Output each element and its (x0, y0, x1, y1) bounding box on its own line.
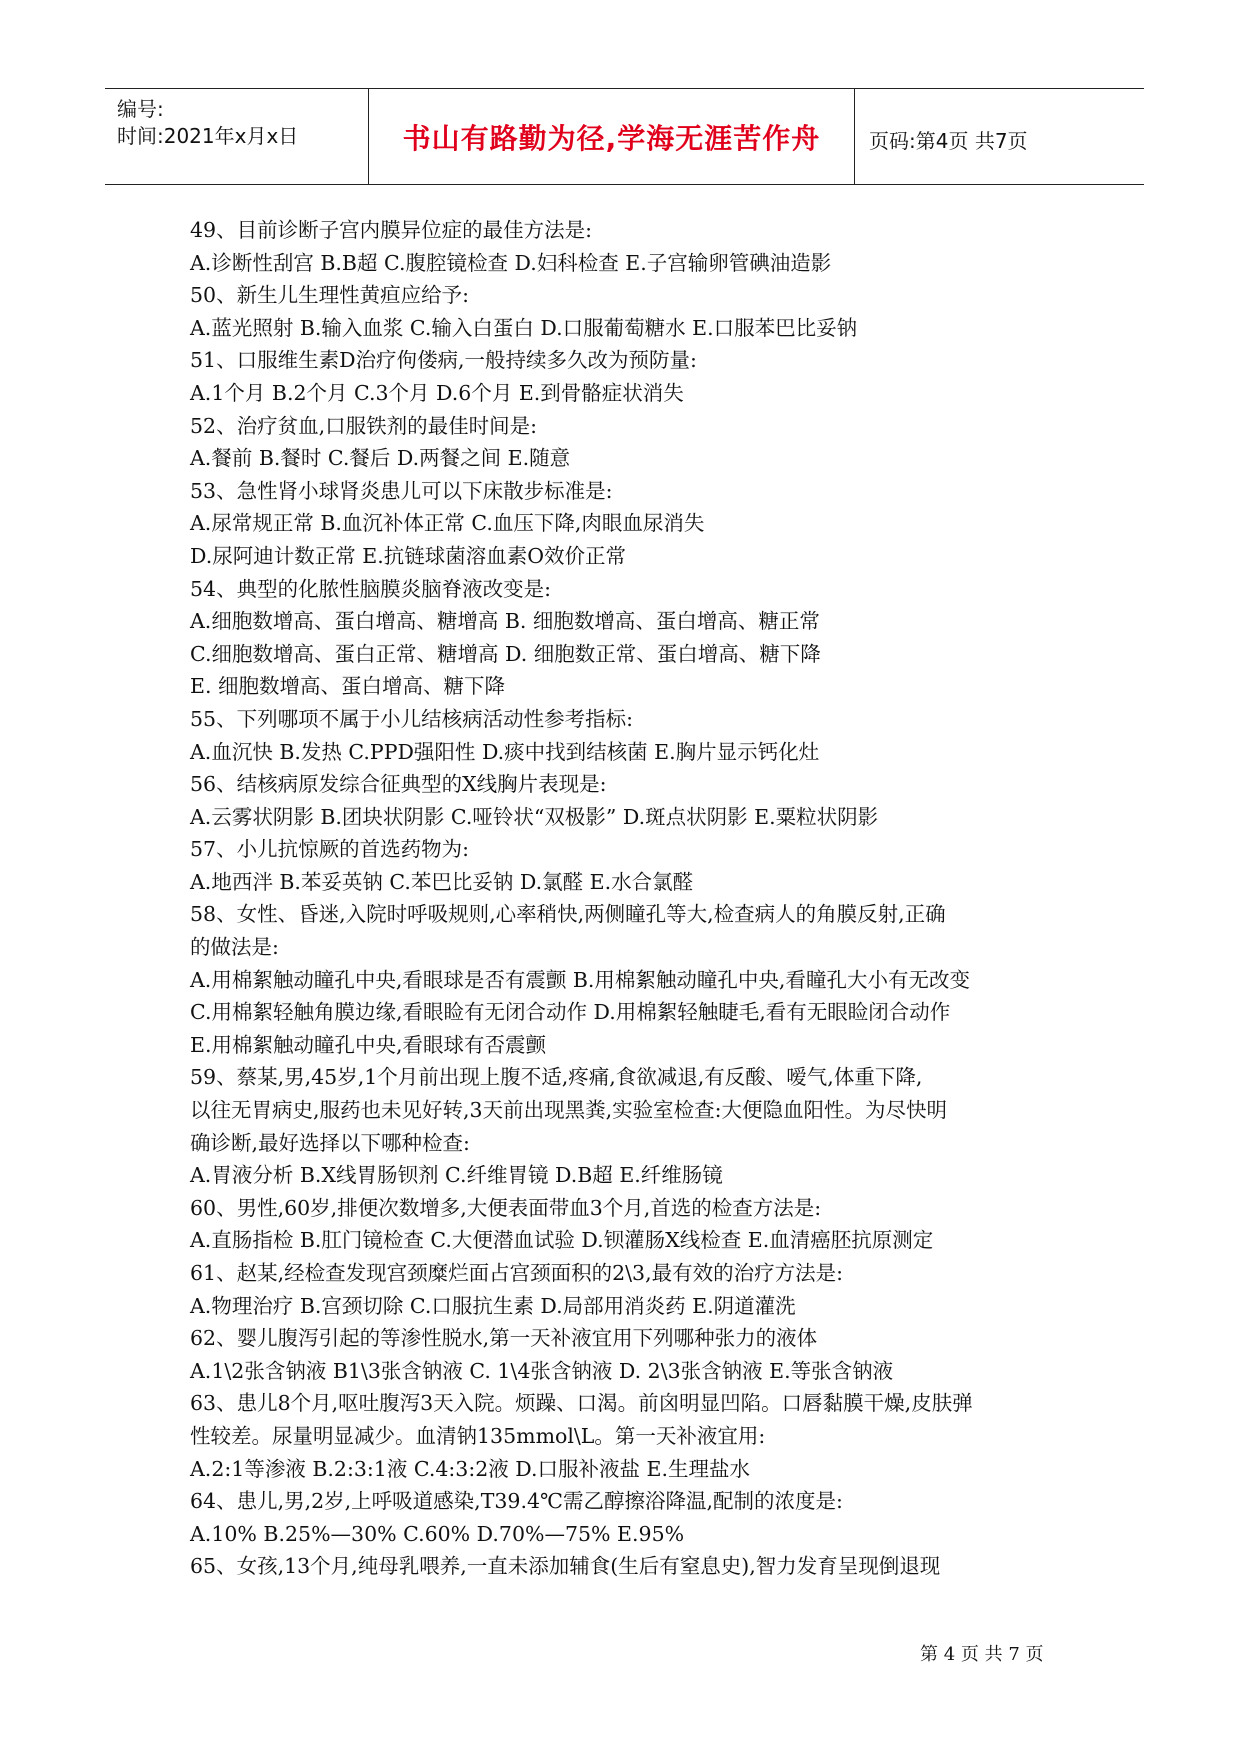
text-line: A.诊断性刮宫 B.B超 C.腹腔镜检查 D.妇科检查 E.子宫输卵管碘油造影 (190, 250, 832, 275)
text-line: 49、目前诊断子宫内膜异位症的最佳方法是: (190, 218, 592, 242)
text-line: 60、男性,60岁,排便次数增多,大便表面带血3个月,首选的检查方法是: (190, 1195, 822, 1220)
page-footer-number: 第 4 页 共 7 页 (920, 1644, 1044, 1665)
text-line: E. 细胞数增高、蛋白增高、糖下降 (190, 674, 505, 699)
header-page-cell (855, 89, 1144, 184)
text-line: 54、典型的化脓性脑膜炎脑脊液改变是: (190, 576, 551, 601)
text-line: A.云雾状阴影 B.团块状阴影 C.哑铃状“双极影” D.斑点状阴影 E.粟粒状阴影 (190, 804, 879, 829)
text-line: 52、治疗贫血,口服铁剂的最佳时间是: (190, 413, 538, 438)
text-line: 性较差。尿量明显减少。血清钠135mmol\L。第一天补液宜用: (190, 1423, 766, 1448)
text-line: 63、患儿8个月,呕吐腹泻3天入院。烦躁、口渴。前囟明显凹陷。口唇黏膜干燥,皮肤弹 (190, 1391, 973, 1416)
text-line: E.用棉絮触动瞳孔中央,看眼球有否震颤 (190, 1032, 546, 1057)
text-line: A.2:1等渗液 B.2:3:1液 C.4:3:2液 D.口服补液盐 E.生理盐水 (190, 1456, 751, 1481)
text-line: A.胃液分析 B.X线胃肠钡剂 C.纤维胃镜 D.B超 E.纤维肠镜 (190, 1163, 723, 1188)
text-line: 以往无胃病史,服药也未见好转,3天前出现黑粪,实验室检查:大便隐血阳性。为尽快明 (190, 1098, 947, 1123)
text-line: 62、婴儿腹泻引起的等渗性脱水,第一天补液宜用下列哪种张力的液体 (190, 1326, 818, 1351)
text-line: A.餐前 B.餐时 C.餐后 D.两餐之间 E.随意 (190, 446, 571, 471)
text-line: 55、下列哪项不属于小儿结核病活动性参考指标: (190, 706, 633, 731)
text-line: 64、患儿,男,2岁,上呼吸道感染,T39.4℃需乙醇擦浴降温,配制的浓度是: (190, 1489, 843, 1514)
text-line: D.尿阿迪计数正常 E.抗链球菌溶血素O效价正常 (190, 543, 627, 568)
text-line: C.细胞数增高、蛋白正常、糖增高 D. 细胞数正常、蛋白增高、糖下降 (190, 641, 821, 666)
text-line: 59、蔡某,男,45岁,1个月前出现上腹不适,疼痛,食欲减退,有反酸、嗳气,体重下降, (190, 1065, 923, 1090)
text-line: 56、结核病原发综合征典型的X线胸片表现是: (190, 772, 607, 797)
text-line: A.细胞数增高、蛋白增高、糖增高 B. 细胞数增高、蛋白增高、糖正常 (190, 609, 820, 634)
text-line: 50、新生儿生理性黄疸应给予: (190, 283, 469, 308)
text-line: A.10% B.25%—30% C.60% D.70%—75% E.95% (190, 1521, 685, 1546)
text-line: 确诊断,最好选择以下哪种检查: (190, 1130, 470, 1155)
text-line: A.尿常规正常 B.血沉补体正常 C.血压下降,肉眼血尿消失 (190, 511, 705, 536)
page-header (105, 88, 1144, 185)
text-line: 65、女孩,13个月,纯母乳喂养,一直未添加辅食(生后有窒息史),智力发育呈现倒退现 (190, 1554, 941, 1579)
text-line: A.地西泮 B.苯妥英钠 C.苯巴比妥钠 D.氯醛 E.水合氯醛 (190, 869, 694, 894)
text-line: A.1\2张含钠液 B1\3张含钠液 C. 1\4张含钠液 D. 2\3张含钠液 E.等张含钠液 (190, 1358, 894, 1383)
text-line: A.直肠指检 B.肛门镜检查 C.大便潜血试验 D.钡灌肠X线检查 E.血清癌胚抗原测定 (190, 1228, 934, 1253)
text-line: 57、小儿抗惊厥的首选药物为: (190, 837, 469, 862)
text-line: 51、口服维生素D治疗佝偻病,一般持续多久改为预防量: (190, 348, 697, 373)
text-line: 58、女性、昏迷,入院时呼吸规则,心率稍快,两侧瞳孔等大,检查病人的角膜反射,正确 (190, 902, 946, 927)
motto-text: 书山有路勤为径,学海无涯苦作舟 (402, 122, 821, 155)
document-number-label: 编号: (117, 97, 164, 121)
text-line: A.用棉絮触动瞳孔中央,看眼球是否有震颤 B.用棉絮触动瞳孔中央,看瞳孔大小有无改变 (190, 967, 970, 992)
document-time-label: 时间:2021年x月x日 (117, 124, 299, 148)
question-content (190, 214, 1070, 1583)
text-line: A.物理治疗 B.宫颈切除 C.口服抗生素 D.局部用消炎药 E.阴道灌洗 (190, 1293, 796, 1318)
header-info-cell (105, 89, 367, 184)
header-page-number: 页码:第4页 共7页 (869, 129, 1028, 153)
text-line: A.1个月 B.2个月 C.3个月 D.6个月 E.到骨骼症状消失 (190, 380, 684, 405)
text-line: 的做法是: (190, 935, 279, 960)
text-line: 53、急性肾小球肾炎患儿可以下床散步标准是: (190, 478, 613, 503)
text-line: 61、赵某,经检查发现宫颈糜烂面占宫颈面积的2\3,最有效的治疗方法是: (190, 1261, 844, 1285)
text-line: A.血沉快 B.发热 C.PPD强阳性 D.痰中找到结核菌 E.胸片显示钙化灶 (190, 739, 820, 764)
header-motto-cell (368, 89, 855, 184)
text-line: A.蓝光照射 B.输入血浆 C.输入白蛋白 D.口服葡萄糖水 E.口服苯巴比妥钠 (190, 315, 858, 340)
text-line: C.用棉絮轻触角膜边缘,看眼睑有无闭合动作 D.用棉絮轻触睫毛,看有无眼睑闭合动作 (190, 1000, 951, 1025)
